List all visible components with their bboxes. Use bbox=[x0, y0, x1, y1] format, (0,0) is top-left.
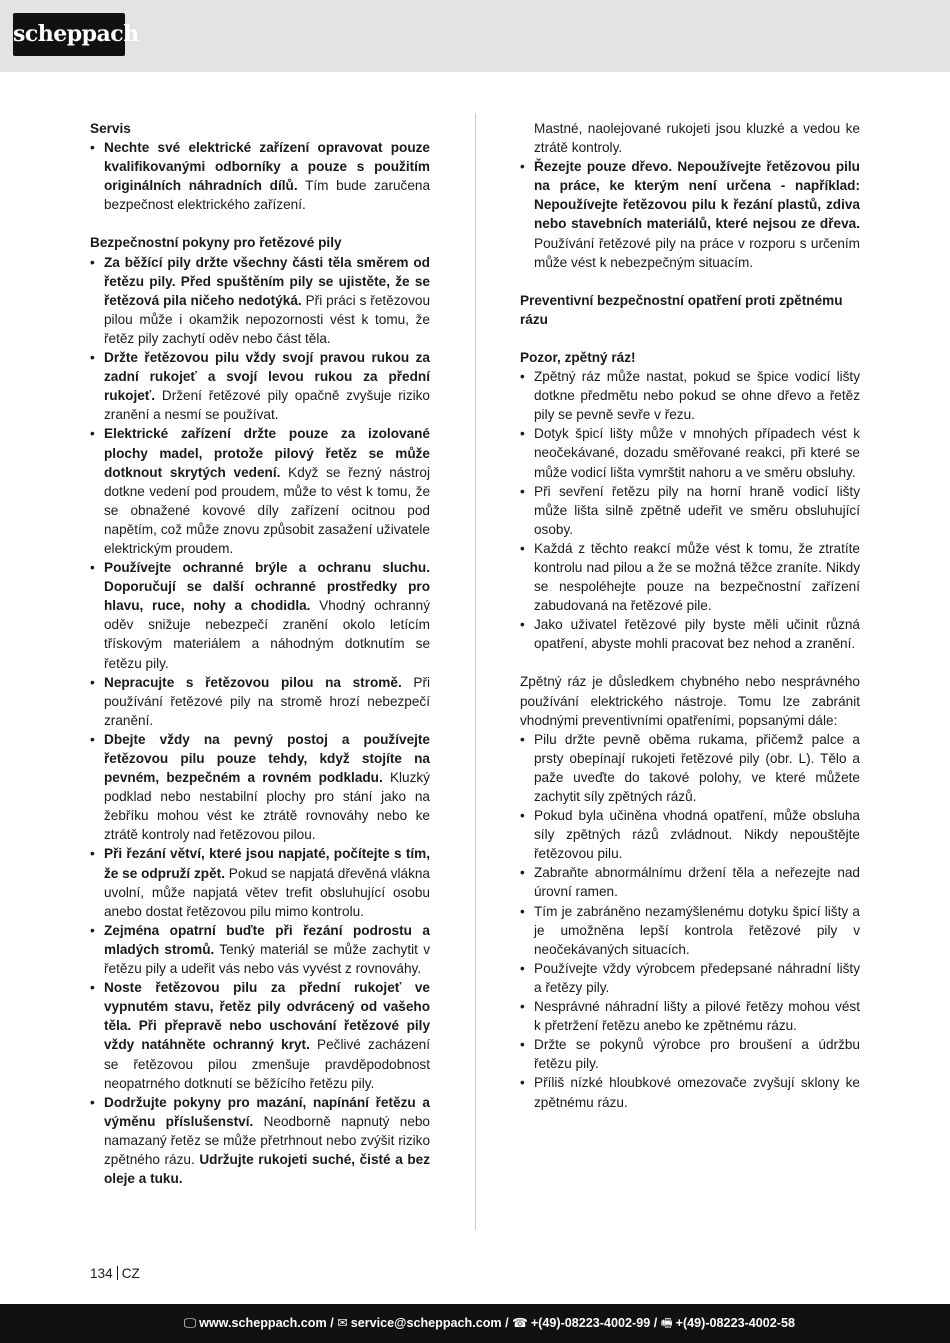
list-item: • Držte se pokynů výrobce pro broušení a údržbu řetězu pily. bbox=[520, 1035, 860, 1073]
footer-fax: +(49)-08223-4002-58 bbox=[675, 1316, 795, 1330]
section-title-kickback: Pozor, zpětný ráz! bbox=[520, 349, 636, 365]
list-item: • Dotyk špicí lišty může v mnohých případech vést k neočekávané, dozadu směřované reakci, při které se může vodicí lišta vymrštit nahoru a ve směru obsluhy. bbox=[520, 424, 860, 481]
footer-email-link[interactable]: service@scheppach.com bbox=[350, 1316, 502, 1330]
list-item: • Nechte své elektrické zařízení opravovat pouze kvalifikovanými odborníky a pouze s použitím originálních náhradních dílů. Tím bude zaručena bezpečnost elektrického zařízení. bbox=[90, 138, 430, 214]
list-item: • Zabraňte abnormálnímu držení těla a neřezejte nad úrovní ramen. bbox=[520, 863, 860, 901]
column-divider bbox=[475, 113, 476, 1230]
list-item: • Jako uživatel řetězové pily byste měli učinit různá opatření, abyste mohli pracovat bez nehod a zranění. bbox=[520, 615, 860, 653]
list-item: • Řezejte pouze dřevo. Nepoužívejte řetězovou pilu na práce, ke kterým není určena - například: Nepoužívejte řetězovou pilu k řezání plastů, zdiva nebo stavebních materiálů, které nejsou ze dřeva. Používání řetězové pily na práce v rozporu s určením může vést k nebezpečným situacím. bbox=[520, 157, 860, 272]
prevention-list bbox=[520, 730, 860, 1112]
list-item: • Používejte ochranné brýle a ochranu sluchu. Doporučují se další ochranné prostředky pro hlavu, ruce, nohy a chodidla. Vhodný ochranný oděv snižuje nebezpečí zranění okolo letícím třískovým materiálem a náhodným dotknutím se řetězu pily. bbox=[90, 558, 430, 673]
list-item: • Pokud byla učiněna vhodná opatření, může obsluha síly zpětných rázů zvládnout. Nikdy nepouštějte řetězovou pilu. bbox=[520, 806, 860, 863]
page-number bbox=[90, 1265, 140, 1283]
section-title-preventive: Preventivní bezpečnostní opatření proti zpětnému rázu bbox=[520, 292, 843, 327]
page-number-value: 134 bbox=[90, 1266, 113, 1281]
list-item: • Dbejte vždy na pevný postoj a používejte řetězovou pilu pouze tehdy, když stojíte na pevném, bezpečném a rovném podkladu. Kluzký podklad nebo nestabilní plochy pro stání jako na žebříku mohou vést ke ztrátě rovnováhy nebo ke ztrátě kontroly nad řetězovou pilou. bbox=[90, 730, 430, 845]
scheppach-logo: scheppach bbox=[13, 13, 125, 56]
list-item: • Zpětný ráz může nastat, pokud se špice vodicí lišty dotkne předmětu nebo pokud se ohne dřevo a řetěz pily se pevně sevře v řezu. bbox=[520, 367, 860, 424]
page-language: CZ bbox=[121, 1266, 140, 1281]
servis-list bbox=[90, 138, 430, 214]
list-item: • Nesprávné náhradní lišty a pilové řetězy mohou vést k přetržení řetězu anebo ke zpětnému rázu. bbox=[520, 997, 860, 1035]
footer-phone: +(49)-08223-4002-99 bbox=[530, 1316, 651, 1330]
page-number-separator bbox=[117, 1266, 118, 1280]
footer-separator: / bbox=[505, 1316, 509, 1330]
list-item: • Nepracujte s řetězovou pilou na stromě. Při používání řetězové pily na stromě hrozí nebezpečí zranění. bbox=[90, 673, 430, 730]
list-item: • Pilu držte pevně oběma rukama, přičemž palce a prsty obepínají rukojeti řetězové pily (obr. L). Tělo a paže uveďte do takové polohy, ve které můžete zachytit síly zpětných rázů. bbox=[520, 730, 860, 806]
list-item: • Dodržujte pokyny pro mazání, napínání řetězu a výměnu příslušenství. Neodborně napnutý nebo namazaný řetěz se může přetrhnout nebo zvýšit riziko zpětného rázu. Udržujte rukojeti suché, čisté a bez oleje a tuku. bbox=[90, 1093, 430, 1188]
list-item: • Používejte vždy výrobcem předepsané náhradní lišty a řetězy pily. bbox=[520, 959, 860, 997]
kickback-list bbox=[520, 367, 860, 653]
footer-separator: / bbox=[330, 1316, 334, 1330]
list-item: • Zejména opatrní buďte při řezání podrostu a mladých stromů. Tenký materiál se může zachytit v řetězu pily a udeřit vás nebo vás vyvést z rovnováhy. bbox=[90, 921, 430, 978]
chainsaw-safety-list bbox=[90, 253, 430, 1189]
list-item: • Při řezání větví, které jsou napjaté, počítejte s tím, že se odpruží zpět. Pokud se napjatá dřevěná vlákna uvolní, může napjatá větev trefit obsluhující osobu anebo dostat řetězovou pilu mimo kontrolu. bbox=[90, 844, 430, 920]
left-column bbox=[90, 119, 430, 1188]
section-title-chainsaw: Bezpečnostní pokyny pro řetězové pily bbox=[90, 235, 342, 251]
page-header bbox=[0, 0, 950, 72]
mail-icon: ✉ bbox=[337, 1316, 348, 1330]
section-title-servis: Servis bbox=[90, 121, 131, 136]
footer-contact bbox=[184, 1304, 795, 1343]
list-item: • Příliš nízké hloubkové omezovače zvyšují sklony ke zpětnému rázu. bbox=[520, 1073, 860, 1111]
right-column bbox=[520, 119, 860, 1112]
list-item: • Při sevření řetězu pily na horní hraně vodicí lišty může lišta silně zpětně udeřit ve směru obsluhující osoby. bbox=[520, 482, 860, 539]
list-item: • Za běžící pily držte všechny části těla směrem od řetězu pily. Před spuštěním pily se ujistěte, že se řetězová pila ničeho nedotýká. Při práci s řetězovou pilou může i okamžik nepozornosti vést k tomu, že řetěz pily zachytí oděv nebo část těla. bbox=[90, 253, 430, 348]
list-item: • Držte řetězovou pilu vždy svojí pravou rukou za zadní rukojeť a svojí levou rukou za přední rukojeť. Držení řetězové pily opačně zvyšuje riziko zranění a nesmí se používat. bbox=[90, 348, 430, 424]
footer-website-link[interactable]: www.scheppach.com bbox=[199, 1316, 327, 1330]
list-item: • Tím je zabráněno nezamýšlenému dotyku špicí lišty a je umožněna lepší kontrola řetězové pily v neočekávaných situacích. bbox=[520, 902, 860, 959]
fax-icon: 🖷 bbox=[660, 1316, 673, 1330]
page-footer bbox=[0, 1304, 950, 1343]
list-item: • Každá z těchto reakcí může vést k tomu, že ztratíte kontrolu nad pilou a že se možná těžce zraníte. Nikdy se nespoléhejte pouze na bezpečnostní zařízení zabudovaná na řetězové pile. bbox=[520, 539, 860, 615]
list-item: • Elektrické zařízení držte pouze za izolované plochy madel, protože pilový řetěz se může dotknout skrytých vedení. Když se řezný nástroj dotkne vedení pod proudem, může to vést k tomu, že se obnažené kovové díly zařízení ocitnou pod napětím, což může znovu způsobit zasažení uživatele elektrickým proudem. bbox=[90, 424, 430, 558]
wood-list bbox=[520, 157, 860, 272]
list-item: • Noste řetězovou pilu za přední rukojeť ve vypnutém stavu, řetěz pily odvrácený od vašeho těla. Při přepravě nebo uschování řetězové pily vždy natáhněte ochranný kryt. Pečlivé zacházení se řetězovou pilou zmenšuje pravděpodobnost neopatrného dotknutí se běžícího řetězu pily. bbox=[90, 978, 430, 1093]
prevention-intro: Zpětný ráz je důsledkem chybného nebo nesprávného používání elektrického nástroje. Tomu lze zabránit vhodnými preventivními opatřeními, popsanými dále: bbox=[520, 674, 860, 728]
continued-text: Mastné, naolejované rukojeti jsou kluzké a vedou ke ztrátě kontroly. bbox=[534, 121, 860, 156]
computer-icon: 🖵 bbox=[183, 1316, 197, 1330]
footer-separator: / bbox=[653, 1316, 658, 1330]
phone-icon: ☎ bbox=[512, 1316, 528, 1330]
